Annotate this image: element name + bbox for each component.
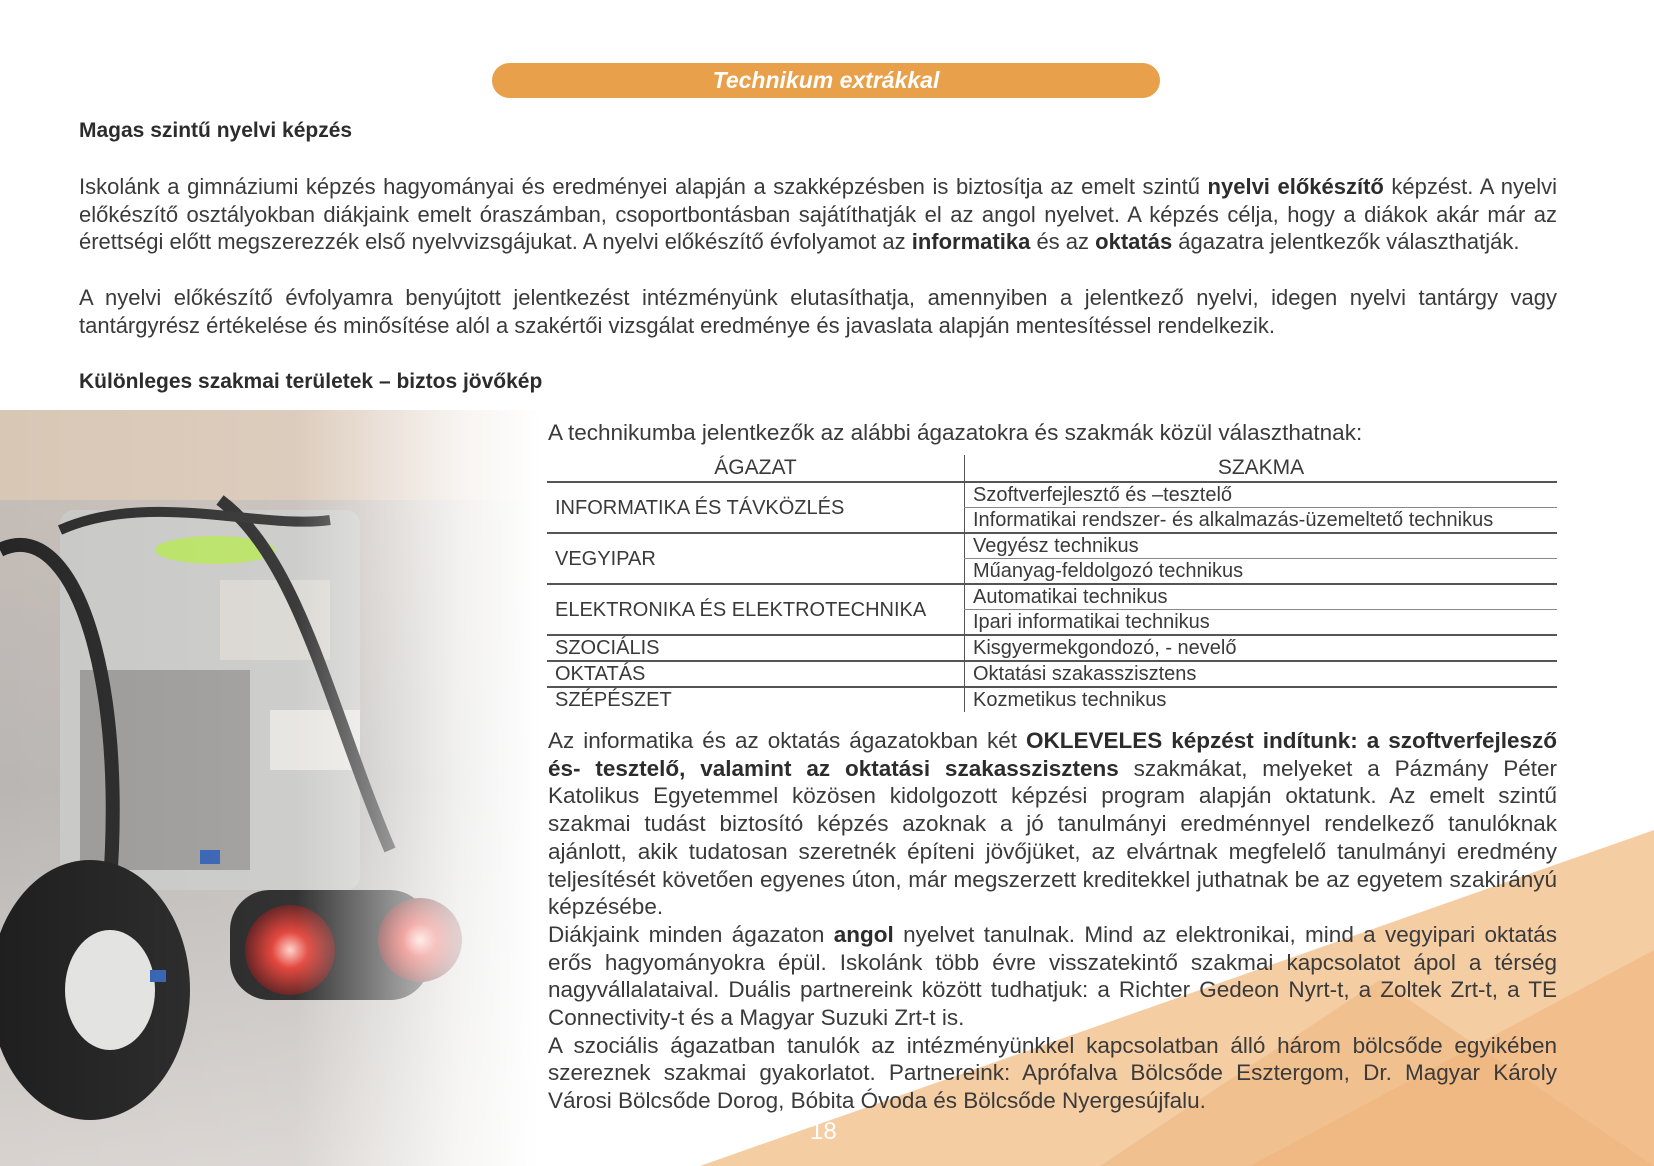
- section-header-title: Technikum extrákkal: [712, 67, 940, 93]
- paragraph-language-1: Iskolánk a gimnáziumi képzés hagyományai és eredményei alapján a szakképzésben is biztosítja az emelt szintű nyelvi előkészítő képzést. A nyelvi előkészítő osztályokban diákjaink emelt óraszámban, csoportbontásban sajátíthatják el az angol nyelvet. A képzés célja, hogy a diákok akár már az érettségi előtt megszerezzék első nyelvvizsgájukat. A nyelvi előkészítő évfolyamot az informatika és az oktatás ágazatra jelentkezők választhatják.: [79, 174, 1557, 255]
- table-row: Informatikai rendszer- és alkalmazás-üzemeltető technikus: [547, 508, 1557, 534]
- paragraph-angol: Diákjaink minden ágazaton angol nyelvet tanulnak. Mind az elektronikai, mind a vegyipari oktatás erős hagyományokra épül. Iskolánk több évre visszatekintő szakmai kapcsolatot ápol a térség nagyvállalataival. Duális partnereink között tudhatjuk: a Richter Gedeon Nyrt-t, a Zoltek Zrt-t, a TE Connectivity-t és a Magyar Suzuki Zrt-t is.: [548, 921, 1557, 1031]
- table-row: Ipari informatikai technikus: [547, 610, 1557, 636]
- sector-profession-table: [547, 455, 1557, 712]
- col-header-szakma: SZAKMA: [965, 455, 1558, 482]
- table-row: OKTATÁS Oktatási szakasszisztens: [547, 661, 1557, 687]
- table-header-row: [547, 455, 1557, 482]
- paragraph-language-2: A nyelvi előkészítő évfolyamra benyújtott jelentkezést intézményünk elutasíthatja, amennyiben a jelentkező nyelvi, idegen nyelvi tantárgy vagy tantárgyrész értékelése és minősítése alól a szakértői vizsgálat eredménye és javaslata alapján mentesítéssel rendelkezik.: [79, 285, 1557, 338]
- table-intro-text: A technikumba jelentkezők az alábbi ágazatokra és szakmák közül választhatnak:: [548, 420, 1363, 445]
- heading-special-fields: Különleges szakmai területek – biztos jövőkép: [79, 370, 543, 393]
- table-row: Műanyag-feldolgozó technikus: [547, 559, 1557, 585]
- col-header-agazat: ÁGAZAT: [547, 455, 965, 482]
- table-row: SZOCIÁLIS Kisgyermekgondozó, - nevelő: [547, 635, 1557, 661]
- body-text-right: [548, 727, 1557, 1115]
- table-row: SZÉPÉSZET Kozmetikus technikus: [547, 687, 1557, 712]
- paragraph-okleveles: Az informatika és az oktatás ágazatokban két OKLEVELES képzést indítunk: a szoftverfejlesző és- tesztelő, valamint az oktatási szakasszisztens szakmákat, melyeket a Pázmány Péter Katolikus Egyetemmel közösen kidolgozott képzési program alapján oktatunk. Az emelt szintű szakmai tudást biztosító képzés azoknak a jó tanulmányi eredménnyel rendelkező tanulóknak ajánlott, akik tudatosan szeretnék építeni jövőjüket, az elvártnak megfelelő tanulmányi eredmény teljesítését követően egyenes úton, már megszerzett kreditekkel juthatnak be az egyetem szakirányú képzésébe.: [548, 728, 1557, 920]
- section-header-pill: [492, 63, 1160, 98]
- table-row: INFORMATIKA ÉS TÁVKÖZLÉS Szoftverfejlesztő és –tesztelő: [547, 482, 1557, 508]
- heading-language-training: Magas szintű nyelvi képzés: [79, 119, 353, 142]
- page-number: 18: [810, 1118, 837, 1145]
- robot-photo: [0, 410, 540, 1166]
- table-row: VEGYIPAR Vegyész technikus: [547, 533, 1557, 559]
- table-row: ELEKTRONIKA ÉS ELEKTROTECHNIKA Automatikai technikus: [547, 584, 1557, 610]
- paragraph-szocialis: A szociális ágazatban tanulók az intézményünkkel kapcsolatban álló három bölcsőde egyikében szereznek szakmai gyakorlatot. Partnereink: Aprófalva Bölcsőde Esztergom, Dr. Magyar Károly Városi Bölcsőde Dorog, Bóbita Óvoda és Bölcsőde Nyergesújfalu.: [548, 1032, 1557, 1114]
